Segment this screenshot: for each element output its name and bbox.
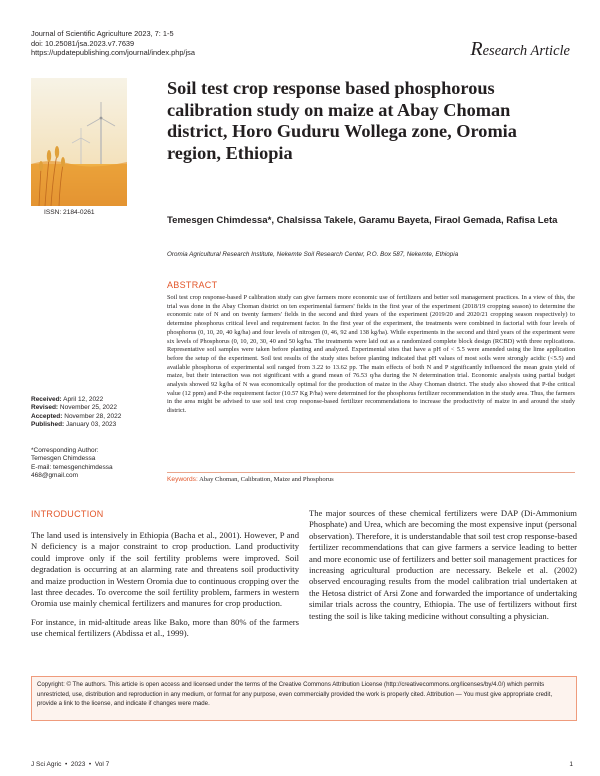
article-dates [31, 396, 121, 430]
intro-paragraph: The major sources of these chemical fertilizers were DAP (Di-Ammonium Phosphate) and Urea, which are becoming the most expensive input (personal observation). Therefore, it is understandable that soil test crop response-based fertilizer recommendations that can give farmers a service leading to better and more economic use of fertilizers and better soil management practices for increasing agricultural production are necessary. Bekele et al. (2002) observed encouraging results from the model calibration trial undertaken at the Hetosa district of Arsi Zone and forwarded the importance of undertaking similar trials across the country, Ethiopia. The use of fertilizers without first testing the soil is like taking medicine without consulting a physician. [309, 508, 577, 621]
date-revised [31, 404, 121, 412]
date-accepted-label: Accepted: [31, 412, 63, 420]
date-published-label: Published: [31, 421, 65, 429]
corresponding-email[interactable]: E-mail: temesgenchimdessa [31, 463, 113, 471]
page-footer: J Sci Agric • 2023 • Vol 7 [31, 761, 110, 768]
date-published-value: January 03, 2023 [66, 421, 117, 429]
date-revised-value: November 25, 2022 [59, 404, 118, 412]
article-type [470, 38, 570, 61]
intro-paragraph: For instance, in mid-altitude areas like Bako, more than 80% of the farmers use chemical fertilizers (Abdissa et al., 1999). [31, 616, 299, 639]
intro-left-column [31, 530, 299, 647]
abstract-heading: ABSTRACT [167, 280, 218, 290]
keywords [167, 476, 334, 483]
journal-doi[interactable]: doi: 10.25081/jsa.2023.v7.7639 [31, 38, 135, 48]
journal-info [31, 29, 195, 58]
date-received-label: Received: [31, 396, 62, 403]
article-title: Soil test crop response based phosphorous calibration study on maize at Abay Choman district, Horo Guduru Wollega zone, Oromia region, Ethiopia [167, 78, 517, 163]
article-type-initial: R [470, 38, 483, 60]
date-received [31, 396, 121, 404]
abstract-text: Soil test crop response-based P calibration study can give farmers more economic use of fertilizers and better soil management practices. In a view of this, the trial was done in the Abay Choman district on ten experimental farmers' fields in the first year of the experiment (2018/19 cropping season) to determine the economic rate of N and on twenty farmers' fields in the second and third years of the experiment (2019/20 and 2020/21 cropping season respectively) to determine phosphorus critical level and requirement factor. In the first year of the experiment, the treatments were combined in factorial with four levels of phosphorus (0, 10, 20, 40 kg/ha) and four levels of nitrogen (0, 46, 92 and 138 kg/ha). While experiments in the second and third years of the experiment were six levels of Phosphorus (0, 10, 20, 30, 40 and 50 kg/ha. The treatments were laid out as a randomized complete block design (RCBD) with three replications. Representative soil samples were taken before planting and analyzed. Experimental sites that have a pH of < 5.5 were amended using the lime application before the setup of the experiment. Soil test results of the study sites before planting indicated that pH values of most soils were strongly acidic (<5.5) and available phosphorus of experimental soil ranged from 3.22 to 13.62 pp. The main effects of both N and P significantly influenced the mean grain yield of maize, but their interaction was not significant with a grand mean of 76.53 q/ha during the N determination trial. Economic analysis using partial budget analysis showed 92 kg/ha of N was economically optimal for the production of maize in the Abay Choman district. The study also showed that P-the critical value (12 ppm) and P-the requirement factor (10.57 Kg P/ha) were determined for the phosphorus fertilizer recommendation in the study area. Thus, the farmers in the area might be advised to use soil test crop response-based fertilizer recommendations to increase the productivity of maize in and around the study district. [167, 294, 575, 415]
keywords-text: Abay Choman, Calibration, Maize and Phosphorus [199, 476, 334, 483]
keywords-divider [167, 472, 575, 473]
date-accepted [31, 413, 121, 421]
corresponding-author [31, 447, 113, 481]
journal-cover-image [31, 78, 127, 206]
footer-volume: Vol 7 [94, 761, 110, 768]
corresponding-email-cont[interactable]: 468@gmail.com [31, 472, 79, 480]
journal-url[interactable]: https://updatepublishing.com/journal/index.php/jsa [31, 48, 195, 58]
introduction-heading: INTRODUCTION [31, 509, 104, 519]
intro-paragraph: The land used is intensively in Ethiopia (Bacha et al., 2001). However, P and N deficiency is a major constraint to crop production. Land productivity could improve only if the soil fertility problems were improved. Soil degradation is occurring at an alarming rate and threatens soil productivity and maize production in Western Oromia due to continuous cropping over the last three decades. To overcome the soil fertility problem, farmers in western Oromia use mainly chemical fertilizers and manures for crop production. [31, 530, 299, 609]
date-published [31, 421, 121, 429]
keywords-label: Keywords: [167, 476, 198, 483]
footer-year: 2023 [70, 761, 86, 768]
date-accepted-value: November 28, 2022 [64, 412, 122, 420]
author-affiliation: Oromia Agricultural Research Institute, Nekemte Soil Research Center, P.O. Box 587, Nekemte, Ethiopia [167, 251, 459, 258]
journal-citation: Journal of Scientific Agriculture 2023, 7: 1-5 [31, 29, 174, 38]
author-list: Temesgen Chimdessa*, Chalsissa Takele, Garamu Bayeta, Firaol Gemada, Rafisa Leta [167, 215, 558, 226]
corresponding-label: *Corresponding Author: [31, 447, 99, 454]
date-revised-label: Revised: [31, 404, 59, 412]
date-received-value: April 12, 2022 [63, 396, 104, 403]
copyright-box: Copyright: © The authors. This article is open access and licensed under the terms of the Creative Commons Attribution License (http://creativecommons.org/licenses/by/4.0/) which permits unrestricted, use, distribution and reproduction in any medium, or format for any purpose, even commercially provided the work is properly cited. Attribution — You must give appropriate credit, provide a link to the license, and indicate if changes were made. [31, 676, 577, 721]
issn-label: ISSN: 2184-0261 [44, 209, 95, 216]
footer-journal: J Sci Agric [31, 761, 62, 768]
intro-right-column [309, 508, 577, 629]
wheat-wind-turbine-icon [31, 78, 127, 206]
corresponding-name: Temesgen Chimdessa [31, 455, 96, 463]
article-type-rest: esearch Article [482, 43, 570, 59]
page-number: 1 [569, 761, 573, 768]
